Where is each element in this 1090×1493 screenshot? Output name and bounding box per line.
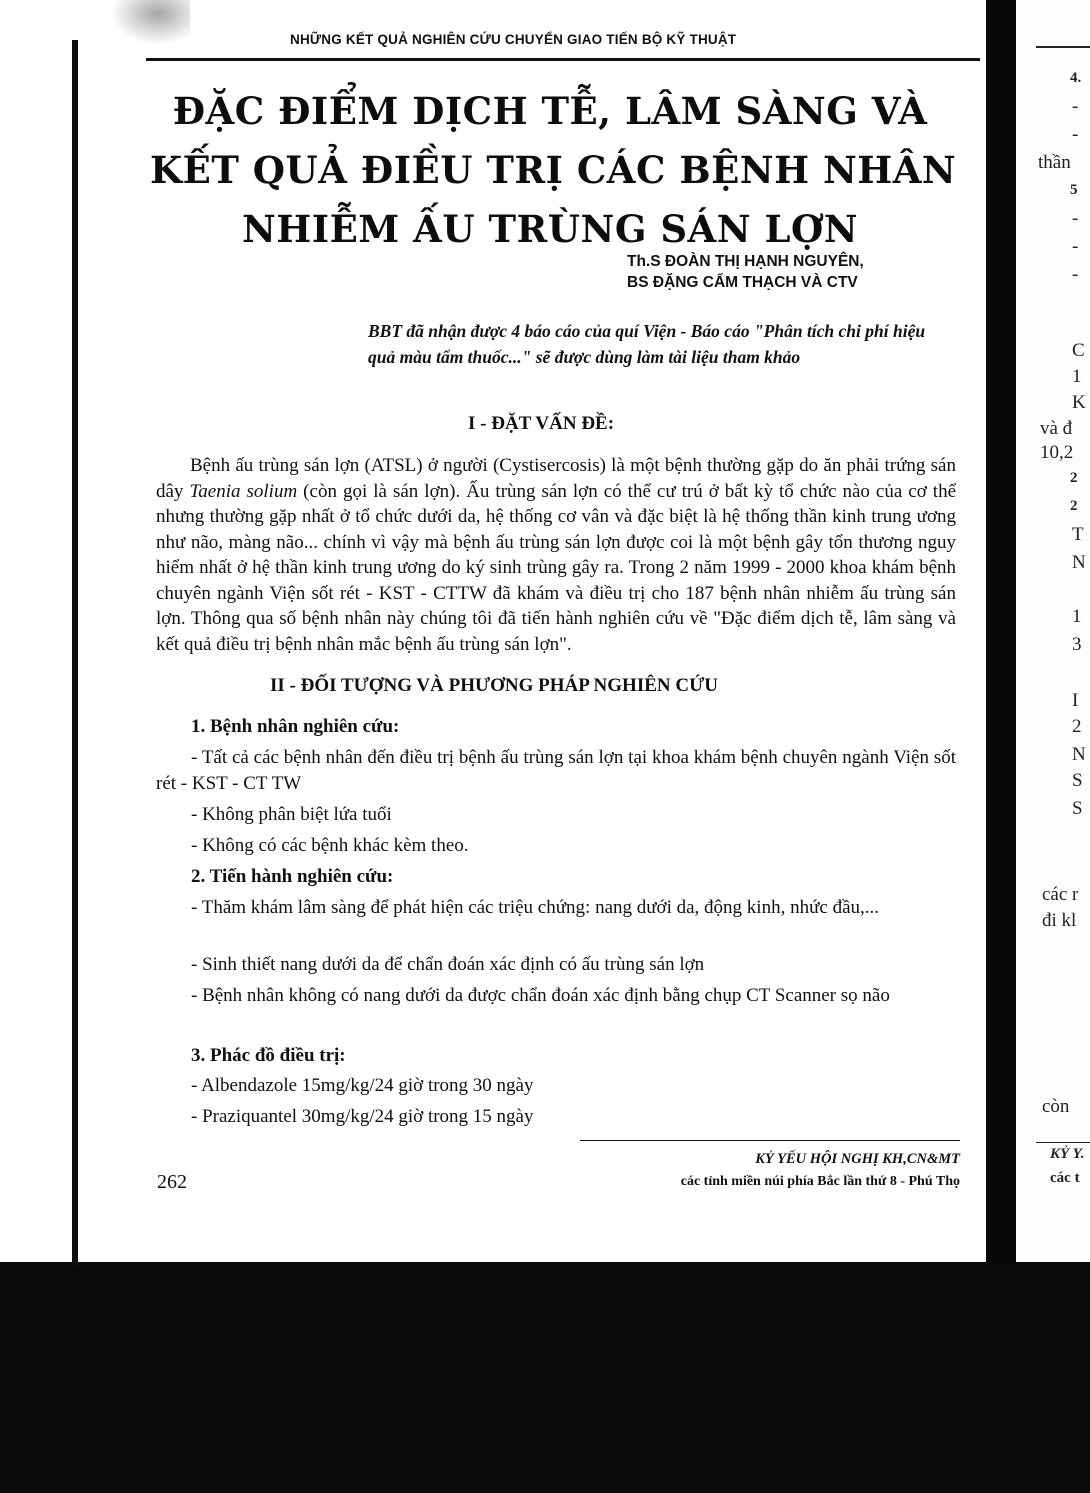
subheading-procedure: 2. Tiến hành nghiên cứu: <box>191 866 394 887</box>
adjacent-text: 2 <box>1070 470 1078 486</box>
adjacent-text: I <box>1072 690 1079 711</box>
list-item: - Không phân biệt lứa tuổi <box>191 804 392 825</box>
list-item: - Không có các bệnh khác kèm theo. <box>191 835 469 856</box>
article-title <box>150 82 957 259</box>
footer-proceedings: KỶ YẾU HỘI NGHỊ KH,CN&MT <box>755 1151 960 1167</box>
scan-dark-background <box>0 1262 1090 1493</box>
running-header: NHỮNG KẾT QUẢ NGHIÊN CỨU CHUYỂN GIAO TIẾN BỘ KỸ THUẬT <box>290 32 737 47</box>
adjacent-text: S <box>1072 770 1083 791</box>
title-line-2: KẾT QUẢ ĐIỀU TRỊ CÁC BỆNH NHÂN <box>150 148 957 192</box>
adjacent-text: - <box>1072 124 1079 145</box>
header-rule <box>146 58 980 61</box>
intro-paragraph <box>156 453 956 657</box>
adjacent-text: - <box>1072 264 1079 285</box>
list-item: - Bệnh nhân không có nang dưới da được chẩn đoán xác định bằng chụp CT Scanner sọ não <box>191 985 890 1006</box>
author-line-1: Th.S ĐOÀN THỊ HẠNH NGUYÊN, <box>627 253 864 270</box>
adjacent-text: 4. <box>1070 70 1082 86</box>
page-number: 262 <box>157 1171 187 1193</box>
adjacent-text: T <box>1072 524 1084 545</box>
adjacent-text: 3 <box>1072 634 1082 655</box>
adjacent-text: 5 <box>1070 182 1078 198</box>
author-line-2: BS ĐẶNG CẨM THẠCH VÀ CTV <box>627 274 858 291</box>
adjacent-text: 1 <box>1072 606 1082 627</box>
section-heading-intro: I - ĐẶT VẤN ĐỀ: <box>468 413 615 434</box>
adjacent-text: các t <box>1050 1170 1080 1186</box>
footer-conference: các tỉnh miền núi phía Bắc lần thứ 8 - Phú Thọ <box>680 1174 960 1189</box>
adjacent-text: và đ <box>1040 418 1073 439</box>
adjacent-text: N <box>1072 744 1086 765</box>
adjacent-text: - <box>1072 96 1079 117</box>
page-left-edge-shadow <box>72 40 78 1265</box>
list-item: - Tất cả các bệnh nhân đến điều trị bệnh ấu trùng sán lợn tại khoa khám bệnh chuyên ngành Viện sốt rét - KST - CT TW <box>156 747 956 794</box>
adjacent-text: - <box>1072 236 1079 257</box>
adjacent-text: 2 <box>1072 716 1082 737</box>
adjacent-text: K <box>1072 392 1086 413</box>
subheading-patients: 1. Bệnh nhân nghiên cứu: <box>191 716 400 737</box>
intro-text-post: (còn gọi là sán lợn). Ấu trùng sán lợn có thể cư trú ở bất kỳ tổ chức nào của cơ thể nhưng thường gặp nhất ở tổ chức dưới da, hệ thống cơ vân và đặc biệt là hệ thống thần kinh trung ương như não, màng não... chính vì vậy mà bệnh ấu trùng sán lợn được coi là một bệnh gây tổn thương nguy hiểm nhất ở hệ thần kinh trung ương do ký sinh trùng gây ra. Trong 2 năm 1999 - 2000 khoa khám bệnh chuyên ngành Viện sốt rét - KST - CTTW đã khám và điều trị cho 187 bệnh nhân nhiễm ấu trùng sán lợn. Thông qua số bệnh nhân này chúng tôi đã tiến hành nghiên cứu về "Đặc điểm dịch tễ, lâm sàng và kết quả điều trị bệnh nhân mắc bệnh ấu trùng sán lợn". <box>156 480 956 655</box>
adjacent-page-fragment <box>1016 0 1090 1262</box>
adjacent-text: 2 <box>1070 498 1078 514</box>
subheading-regimen: 3. Phác đồ điều trị: <box>191 1045 346 1066</box>
title-line-3: NHIỄM ẤU TRÙNG SÁN LỢN <box>241 207 859 251</box>
list-item: - Thăm khám lâm sàng để phát hiện các triệu chứng: nang dưới da, động kinh, nhức đầu,... <box>191 897 879 918</box>
adjacent-text: thần <box>1038 152 1071 173</box>
editor-note: BBT đã nhận được 4 báo cáo của quí Viện - Báo cáo "Phân tích chi phí hiệu quả màu tẩm thuốc..." sẽ được dùng làm tài liệu tham khảo <box>368 321 926 367</box>
section-heading-methods: II - ĐỐI TƯỢNG VÀ PHƯƠNG PHÁP NGHIÊN CỨU <box>270 675 718 696</box>
intro-text-italic: Taenia solium <box>189 480 298 502</box>
adjacent-text: S <box>1072 798 1083 819</box>
scan-smudge <box>110 0 190 45</box>
adjacent-text: KỶ Y. <box>1050 1146 1085 1162</box>
adjacent-text: 1 <box>1072 366 1082 387</box>
list-item: - Praziquantel 30mg/kg/24 giờ trong 15 ngày <box>191 1106 534 1127</box>
list-item: - Albendazole 15mg/kg/24 giờ trong 30 ngày <box>191 1075 534 1096</box>
adjacent-text: đi kl <box>1042 910 1077 931</box>
adjacent-text: N <box>1072 552 1086 573</box>
adjacent-text: còn <box>1042 1096 1070 1117</box>
adjacent-text: 10,2 <box>1040 442 1074 463</box>
footer-rule <box>580 1140 960 1141</box>
title-line-1: ĐẶC ĐIỂM DỊCH TỄ, LÂM SÀNG VÀ <box>172 89 928 133</box>
adjacent-header-rule <box>1036 46 1090 48</box>
list-item: - Sinh thiết nang dưới da để chẩn đoán xác định có ấu trùng sán lợn <box>191 954 705 975</box>
book-gutter-shadow <box>986 0 1016 1265</box>
adjacent-text: - <box>1072 208 1079 229</box>
intro-text-pre: Bệnh ấu trùng sán lợn (ATSL) ở người (Cystisercosis) là một bệnh thường gặp do ăn phải trứng sán dây <box>156 455 956 502</box>
footer-citation <box>560 1147 960 1193</box>
adjacent-footer-rule <box>1036 1142 1090 1143</box>
authors <box>627 251 864 293</box>
adjacent-text: các r <box>1042 884 1079 905</box>
adjacent-text: C <box>1072 340 1085 361</box>
